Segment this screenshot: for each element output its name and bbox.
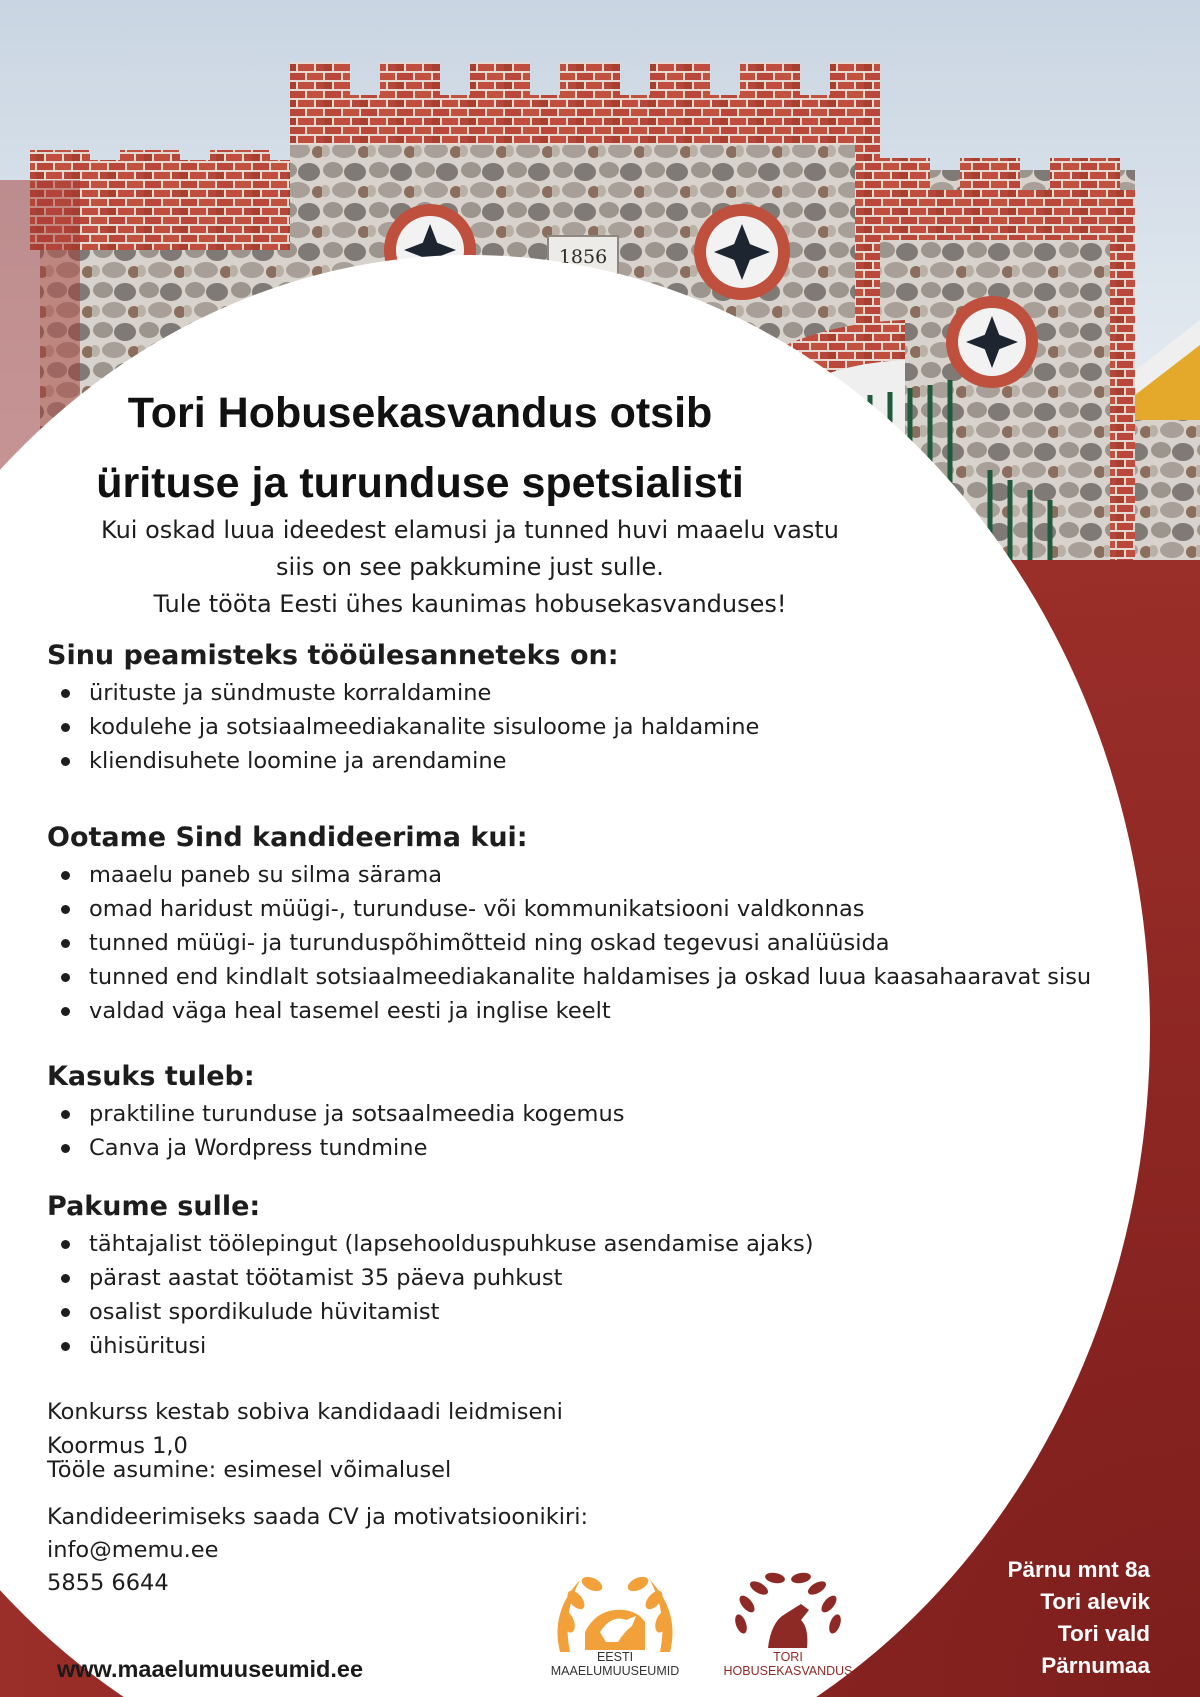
list-item — [47, 1131, 1127, 1165]
list-item — [47, 1329, 1127, 1363]
bullet-icon — [61, 871, 70, 880]
tasks-section — [47, 638, 1127, 778]
tori-hobusekasvandus-logo — [713, 1562, 863, 1684]
offer-list — [47, 1227, 1127, 1363]
list-item-text: pärast aastat töötamist 35 päeva puhkust — [89, 1265, 563, 1291]
website-link[interactable]: www.maaelumuuseumid.ee — [57, 1656, 364, 1682]
list-item — [47, 892, 1127, 926]
advantages-list — [47, 1097, 1127, 1165]
museums-logo-line-2: MAAELUMUUSEUMID — [550, 1664, 680, 1678]
maaelumuuseumid-logo — [540, 1562, 690, 1684]
list-item — [47, 960, 1127, 994]
list-item-text: maaelu paneb su silma särama — [89, 862, 443, 888]
tori-logo-line-2: HOBUSEKASVANDUS — [723, 1664, 853, 1678]
advantages-section — [47, 1059, 1127, 1165]
bullet-icon — [61, 723, 70, 732]
title-line-1: Tori Hobusekasvandus otsib — [127, 389, 713, 437]
list-item-text: valdad väga heal tasemel eesti ja inglise keelt — [89, 998, 611, 1024]
intro-line-1: Kui oskad luua ideedest elamusi ja tunned huvi maaelu vastu — [101, 516, 839, 544]
list-item — [47, 1261, 1127, 1295]
bullet-icon — [61, 1308, 70, 1317]
address-street: Pärnu mnt 8a — [1007, 1557, 1150, 1582]
intro-text — [50, 512, 890, 623]
address-town: Tori alevik — [1040, 1589, 1150, 1614]
list-item-text: tunned end kindlalt sotsiaalmeediakanalite haldamises ja oskad luua kaasahaaravat sisu — [89, 964, 1092, 990]
offer-section — [47, 1189, 1127, 1363]
list-item — [47, 710, 1127, 744]
bullet-icon — [61, 939, 70, 948]
start-date: Tööle asumine: esimesel võimalusel — [47, 1457, 452, 1483]
requirements-list — [47, 858, 1127, 1028]
list-item — [47, 1227, 1127, 1261]
workload: Koormus 1,0 — [47, 1433, 188, 1459]
bullet-icon — [61, 905, 70, 914]
bullet-icon — [61, 1007, 70, 1016]
list-item-text: tähtajalist töölepingut (lapsehoolduspuhkuse asendamise ajaks) — [89, 1231, 814, 1257]
bullet-icon — [61, 973, 70, 982]
contest-duration: Konkurss kestab sobiva kandidaadi leidmiseni — [47, 1399, 563, 1425]
horse-wreath-icon — [540, 1562, 690, 1662]
year-plaque: 1856 — [558, 246, 608, 268]
list-item-text: osalist spordikulude hüvitamist — [89, 1299, 440, 1325]
list-item-text: tunned müügi- ja turunduspõhimõtteid ning oskad tegevusi analüüsida — [89, 930, 890, 956]
list-item-text: Canva ja Wordpress tundmine — [89, 1135, 428, 1161]
museums-logo-text — [540, 1650, 690, 1678]
intro-line-2: siis on see pakkumine just sulle. — [276, 553, 664, 581]
bullet-icon — [61, 1240, 70, 1249]
offer-heading: Pakume sulle: — [47, 1191, 261, 1222]
bullet-icon — [61, 757, 70, 766]
list-item-text: kodulehe ja sotsiaalmeediakanalite sisuloome ja haldamine — [89, 714, 760, 740]
bullet-icon — [61, 689, 70, 698]
address-county: Pärnumaa — [1041, 1653, 1150, 1678]
tasks-heading: Sinu peamisteks tööülesanneteks on: — [47, 640, 619, 671]
list-item — [47, 926, 1127, 960]
list-item-text: praktiline turunduse ja sotsaalmeedia kogemus — [89, 1101, 625, 1127]
title-line-2: ürituse ja turunduse spetsialisti — [96, 459, 744, 507]
tori-logo-text — [713, 1650, 863, 1678]
list-item-text: kliendisuhete loomine ja arendamine — [89, 748, 507, 774]
contact-email[interactable]: info@memu.ee — [47, 1537, 219, 1563]
list-item — [47, 676, 1127, 710]
bullet-icon — [61, 1110, 70, 1119]
requirements-heading: Ootame Sind kandideerima kui: — [47, 822, 528, 853]
intro-line-3: Tule tööta Eesti ühes kaunimas hobusekasvanduses! — [153, 590, 787, 618]
list-item — [47, 744, 1127, 778]
museums-logo-line-1: EESTI — [596, 1650, 634, 1664]
address-parish: Tori vald — [1057, 1621, 1150, 1646]
poster-title — [40, 378, 800, 518]
tasks-list — [47, 676, 1127, 778]
list-item — [47, 1097, 1127, 1131]
address-block — [1007, 1554, 1150, 1682]
tori-logo-line-1: TORI — [773, 1650, 803, 1664]
contact-phone[interactable]: 5855 6644 — [47, 1570, 169, 1596]
horse-wreath-icon — [713, 1562, 863, 1662]
bullet-icon — [61, 1342, 70, 1351]
list-item — [47, 1295, 1127, 1329]
list-item-text: ürituste ja sündmuste korraldamine — [89, 680, 492, 706]
list-item — [47, 994, 1127, 1028]
requirements-section — [47, 820, 1127, 1028]
list-item-text: omad haridust müügi-, turunduse- või kommunikatsiooni valdkonnas — [89, 896, 865, 922]
bullet-icon — [61, 1144, 70, 1153]
list-item — [47, 858, 1127, 892]
advantages-heading: Kasuks tuleb: — [47, 1061, 255, 1092]
apply-instructions: Kandideerimiseks saada CV ja motivatsioonikiri: — [47, 1504, 589, 1530]
bullet-icon — [61, 1274, 70, 1283]
list-item-text: ühisüritusi — [89, 1333, 207, 1359]
